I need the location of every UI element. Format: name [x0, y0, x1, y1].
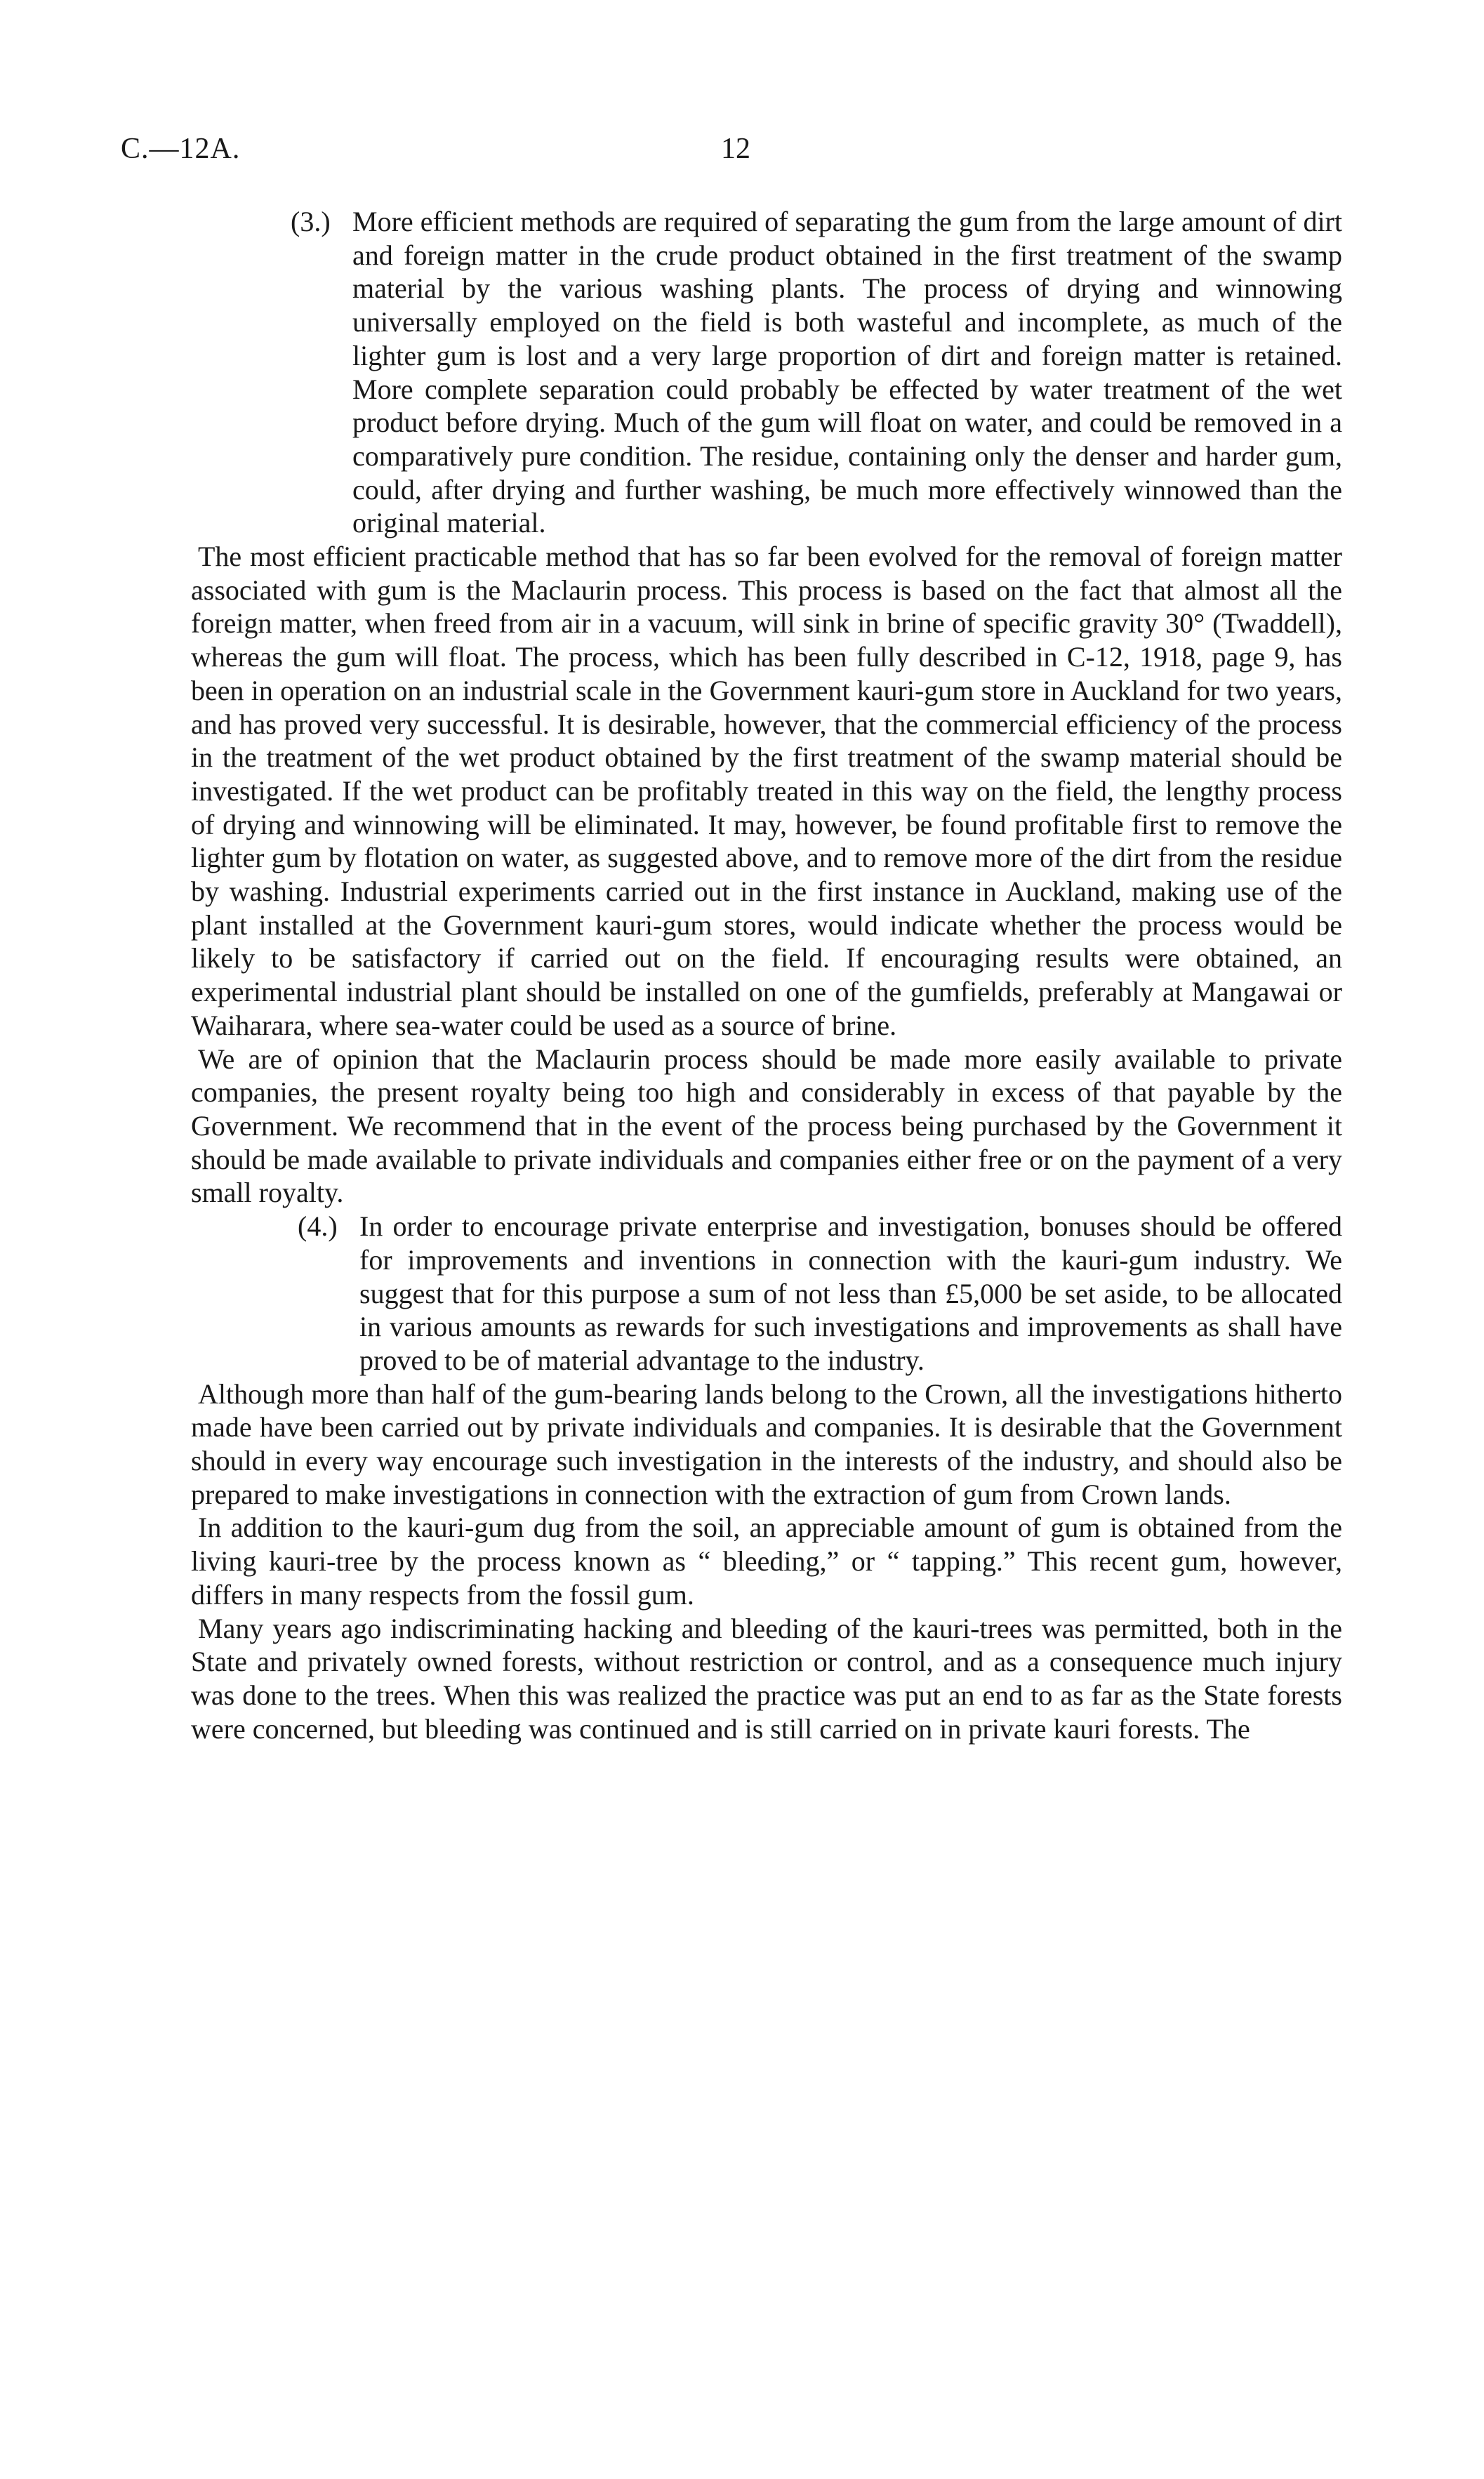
paragraph-hacking: Many years ago indiscriminating hacking and bleeding of the kauri-trees was permitted, both in the State and privately owned forests, without restriction or control, and as a consequence much injury was done to the trees. When this was realized the practice was put an end to as far as the State forests were concerned, but bleeding was continued and is still carried on in private kauri forests. The — [191, 1612, 1342, 1745]
paragraph-royalty: We are of opinion that the Maclaurin process should be made more easily available to private companies, the present royalty being too high and considerably in excess of that payable by the Government. We recommend that in the event of the process being purchased by the Government it should be made available to private individuals and companies either free or on the payment of a very small royalty. — [191, 1043, 1342, 1209]
item-text: In order to encourage private enterprise and investigation, bonuses should be offered for improvements and inventions in connection with the kauri-gum industry. We suggest that for this purpose a sum of not less than £5,000 be set aside, to be allocated in various amounts as rewards for such investigations and improvements as shall have proved to be of material advantage to the industry. — [359, 1210, 1342, 1376]
paragraph-bleeding: In addition to the kauri-gum dug from the soil, an appreciable amount of gum is obtained from the living kauri-tree by the process known as “ bleeding,” or “ tapping.” This recent gum, however, differs in many respects from the fossil gum. — [191, 1512, 1342, 1611]
numbered-item-4 — [191, 1210, 1342, 1377]
page-header — [121, 132, 1351, 174]
numbered-item-3 — [191, 205, 1342, 540]
body-text — [191, 205, 1342, 1745]
paragraph-crown-lands: Although more than half of the gum-bearing lands belong to the Crown, all the investigations hitherto made have been carried out by private individuals and companies. It is desirable that the Government should in every way encourage such investigation in the interests of the industry, and should also be prepared to make investigations in connection with the extraction of gum from Crown lands. — [191, 1377, 1342, 1510]
item-number: (3.) — [291, 206, 331, 237]
document-reference: C.—12A. — [121, 133, 241, 165]
page-number: 12 — [721, 133, 750, 165]
paragraph-maclaurin-process: The most efficient practicable method that has so far been evolved for the removal of foreign matter associated with gum is the Maclaurin process. This process is based on the fact that almost all the foreign matter, when freed from air in a vacuum, will sink in brine of specific gravity 30° (Twaddell), whereas the gum will float. The process, which has been fully described in C-12, 1918, page 9, has been in operation on an industrial scale in the Government kauri-gum store in Auckland for two years, and has proved very successful. It is desirable, however, that the commercial efficiency of the process in the treatment of the wet product obtained by the first treatment of the swamp material should be investigated. If the wet product can be profitably treated in this way on the field, the lengthy process of drying and winnowing will be eliminated. It may, however, be found profitable first to remove the lighter gum by flotation on water, as suggested above, and to remove more of the dirt from the residue by washing. Industrial experiments carried out in the first instance in Auckland, making use of the plant installed at the Government kauri-gum stores, would indicate whether the process would be likely to be satisfactory if carried out on the field. If encouraging results were obtained, an experimental industrial plant should be installed on one of the gumfields, preferably at Mangawai or Waiharara, where sea-water could be used as a source of brine. — [191, 541, 1342, 1041]
item-text: More efficient methods are required of separating the gum from the large amount of dirt and foreign matter in the crude product obtained in the first treatment of the swamp material by the various washing plants. The process of drying and winnowing universally employed on the field is both wasteful and incomplete, as much of the lighter gum is lost and a very large proportion of dirt and foreign matter is retained. More complete separation could probably be effected by water treatment of the wet product before drying. Much of the gum will float on water, and could be removed in a comparatively pure condition. The residue, containing only the denser and harder gum, could, after drying and further washing, be much more effectively winnowed than the original material. — [352, 206, 1342, 539]
item-number: (4.) — [298, 1210, 338, 1243]
